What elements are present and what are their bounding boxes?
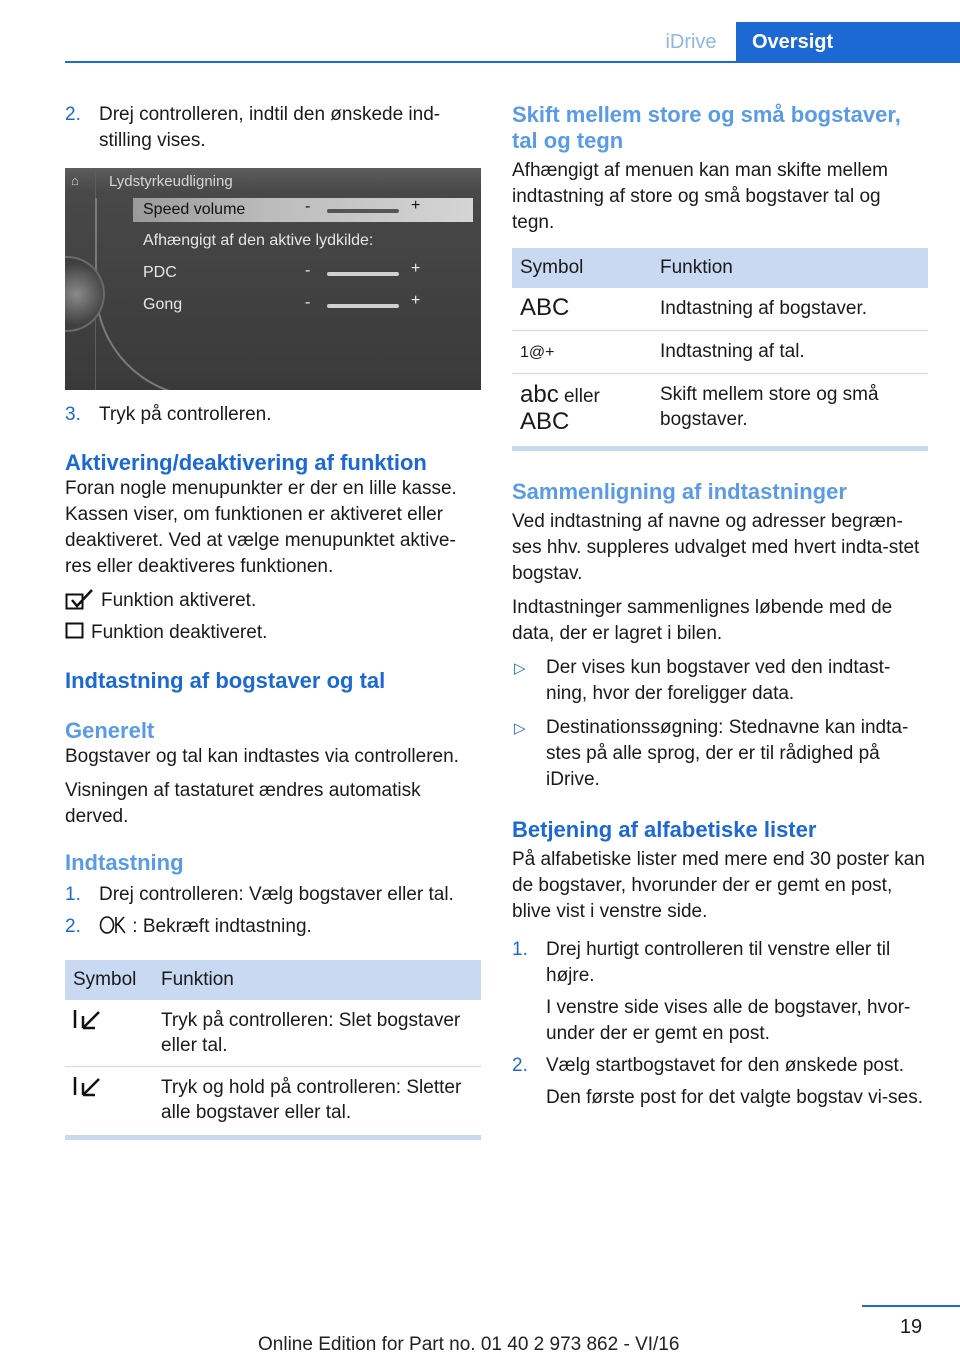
table-cell-function: Tryk på controlleren: Slet bogstaver eller tal. — [153, 1000, 481, 1067]
edition-note: Online Edition for Part no. 01 40 2 973 862 - VI/16 — [258, 1334, 680, 1355]
heading-activation: Aktivering/deaktivering af funktion — [65, 450, 427, 475]
left-column — [65, 102, 481, 1140]
screenshot-row-pdc: PDC — [143, 264, 177, 281]
header-tab-idrive[interactable]: iDrive — [646, 22, 736, 62]
table-cell-function: Tryk og hold på controlleren: Sletter alle bogstaver eller tal. — [153, 1067, 481, 1138]
heading-input: Indtastning af bogstaver og tal — [65, 668, 386, 693]
entry-step-2 — [65, 914, 481, 940]
table-cell-function: Indtastning af bogstaver. — [652, 288, 928, 331]
table-row — [65, 1067, 481, 1138]
delete-table — [65, 960, 481, 1140]
bullet-item — [512, 655, 928, 707]
entry-step-1 — [65, 882, 481, 908]
minus-icon: - — [305, 294, 311, 311]
table-row — [512, 331, 928, 374]
lowercase-abc-icon: abc — [520, 381, 559, 408]
controller-arc — [95, 198, 205, 390]
table-cell-function: Indtastning af tal. — [652, 331, 928, 374]
table-header-function: Funktion — [153, 960, 481, 1000]
table-row — [512, 288, 928, 331]
minus-icon: - — [305, 262, 311, 279]
paragraph-general-1: Bogstaver og tal kan indtastes via controlleren. — [65, 746, 459, 767]
slider-track — [327, 209, 399, 213]
step-number: 2. — [65, 916, 81, 937]
table-cell-symbol — [512, 331, 652, 374]
deactivated-line — [65, 620, 481, 646]
activated-text: Funktion aktiveret. — [101, 590, 257, 611]
slider-track — [327, 304, 399, 308]
checkbox-empty-icon — [65, 621, 85, 641]
header-rule — [65, 61, 960, 63]
paragraph-compare-1: Ved indtastning af navne og adresser begræn‐ses hhv. suppleres udvalget med hvert indta‐stet bogstav. — [512, 511, 920, 584]
screenshot-row-gong: Gong — [143, 296, 183, 313]
paragraph-alpha: På alfabetiske lister med mere end 30 poster kan de bogstaver, hvorunder der er gemt en post, blive vist i venstre side. — [512, 849, 925, 922]
deactivated-text: Funktion deaktiveret. — [91, 622, 268, 643]
heading-entry: Indtastning — [65, 850, 184, 875]
alpha-step-1-note: I venstre side vises alle de bogstaver, hvor‐under der er gemt en post. — [546, 997, 911, 1044]
table-row — [65, 1000, 481, 1067]
idrive-screenshot — [65, 168, 481, 390]
step-text: Tryk på controlleren. — [99, 404, 272, 425]
triangle-bullet-icon: ▷ — [514, 720, 526, 737]
or-text: eller — [563, 386, 600, 407]
plus-icon: + — [411, 292, 421, 309]
heading-general: Generelt — [65, 718, 155, 743]
table-header-row — [65, 960, 481, 1000]
triangle-bullet-icon: ▷ — [514, 660, 526, 677]
paragraph-compare-2: Indtastninger sammenlignes løbende med de data, der er lagret i bilen. — [512, 597, 893, 644]
alpha-step-2-note: Den første post for det valgte bogstav vi‐ses. — [546, 1087, 924, 1108]
step-text: : Bekræft indtastning. — [132, 916, 312, 937]
ok-icon — [99, 915, 127, 935]
activated-line — [65, 588, 481, 614]
screenshot-row-source: Afhængigt af den aktive lydkilde: — [143, 232, 374, 249]
table-cell-symbol — [512, 288, 652, 331]
table-cell-function: Skift mellem store og små bogstaver. — [652, 374, 928, 449]
paragraph-switch: Afhængigt af menuen kan man skifte mellem indtastning af store og små bogstaver tal og tegn. — [512, 160, 888, 233]
table-cell-symbol — [65, 1067, 153, 1138]
step-number: 2. — [65, 104, 81, 125]
paragraph-activation: Foran nogle menupunkter er der en lille kasse. Kassen viser, om funktionen er aktiveret eller deaktiveret. Ved at vælge menupunktet aktive‐res eller deaktiveres funktionen. — [65, 478, 457, 577]
heading-compare: Sammenligning af indtastninger — [512, 479, 847, 504]
table-header-function: Funktion — [652, 248, 928, 288]
step-text: Drej controlleren, indtil den ønskede ind‐stilling vises. — [99, 104, 441, 151]
alpha-step-1 — [512, 937, 928, 989]
step-number: 2. — [512, 1055, 528, 1076]
delete-all-icon — [73, 1075, 103, 1097]
heading-alpha: Betjening af alfabetiske lister — [512, 817, 817, 842]
table-cell-symbol — [65, 1000, 153, 1067]
numbers-symbols-icon: 1@+ — [520, 344, 555, 361]
table-row — [512, 374, 928, 449]
heading-switch: Skift mellem store og små bogstaver, tal og tegn — [512, 102, 901, 153]
step-2 — [65, 102, 481, 154]
step-text: Vælg startbogstavet for den ønskede post. — [546, 1055, 905, 1076]
checkbox-checked-icon — [65, 588, 95, 610]
bullet-text: Destinationssøgning: Stednavne kan indta‐stes på alle sprog, der er til rådighed på iDrive. — [546, 717, 909, 790]
right-column — [512, 102, 928, 1117]
screenshot-row-speed-volume: Speed volume — [133, 198, 473, 222]
table-cell-symbol — [512, 374, 652, 449]
table-header-symbol: Symbol — [512, 248, 652, 288]
step-3 — [65, 402, 481, 428]
delete-back-icon — [73, 1008, 103, 1030]
minus-icon: - — [305, 198, 311, 215]
step-text: Drej controlleren: Vælg bogstaver eller tal. — [99, 884, 454, 905]
plus-icon: + — [411, 260, 421, 277]
table-header-symbol: Symbol — [65, 960, 153, 1000]
bullet-text: Der vises kun bogstaver ved den indtast‐ning, hvor der foreligger data. — [546, 657, 891, 704]
page-number: 19 — [899, 1316, 923, 1338]
symbol-table — [512, 248, 928, 451]
footer-rule — [862, 1305, 960, 1307]
home-icon: ⌂ — [71, 173, 79, 188]
uppercase-abc-icon: ABC — [520, 408, 570, 435]
header-tab-oversigt[interactable]: Oversigt — [736, 22, 960, 62]
step-number: 3. — [65, 404, 81, 425]
step-number: 1. — [512, 939, 528, 960]
bullet-item — [512, 715, 928, 793]
step-text: Drej hurtigt controlleren til venstre eller til højre. — [546, 939, 891, 986]
slider-track — [327, 272, 399, 276]
table-header-row — [512, 248, 928, 288]
alpha-step-2 — [512, 1053, 928, 1079]
plus-icon: + — [411, 197, 421, 214]
uppercase-abc-icon: ABC — [520, 294, 570, 321]
step-number: 1. — [65, 884, 81, 905]
paragraph-general-2: Visningen af tastaturet ændres automatisk derved. — [65, 780, 421, 827]
screenshot-title: Lydstyrkeudligning — [109, 173, 233, 190]
